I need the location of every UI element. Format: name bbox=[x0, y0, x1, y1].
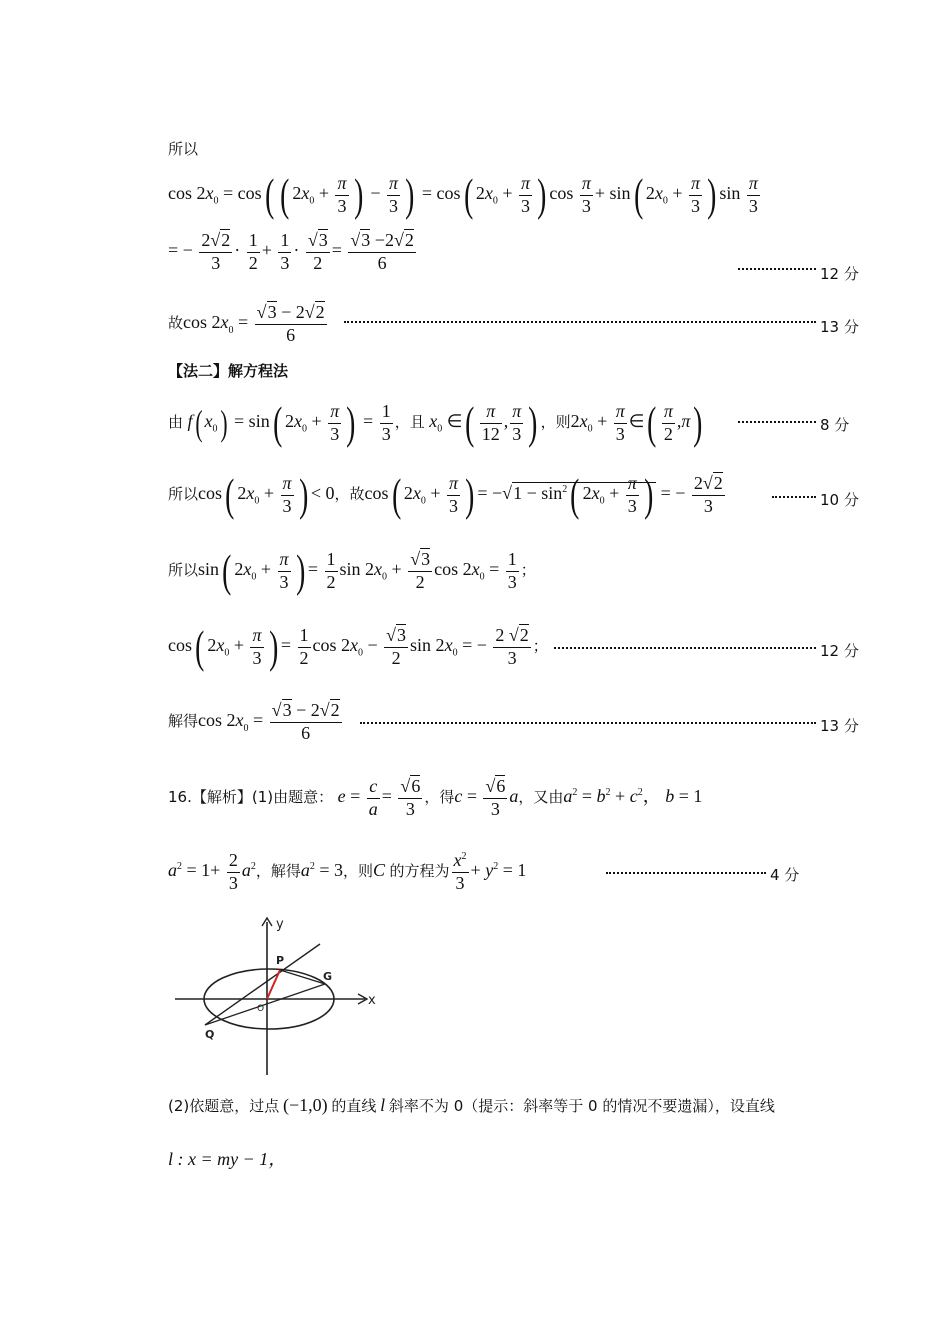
step4-end: ； bbox=[532, 637, 548, 656]
line-pg bbox=[280, 970, 325, 984]
intro-text: 所以 bbox=[168, 140, 199, 158]
part2-line-word: 的直线 bbox=[331, 1097, 377, 1115]
part2-intro: (2)依题意，过点 bbox=[168, 1097, 280, 1115]
score-13: 13 分 bbox=[820, 318, 859, 336]
method-two-step3: 所以sin( $2x_0$ + $\frac{\pi}{3}$ ) = $\frac{1}{2}$ $\sin 2x_0$ + $\frac{√3}{2}$ $\cos 2x_0$ = $\frac{1}{3}$ ； bbox=[168, 545, 536, 596]
score-12: 12 分 bbox=[820, 265, 859, 283]
part2-point: (−1,0) bbox=[283, 1095, 328, 1115]
equation-cos2x0-value: = − $\frac{2√2}{3}$ · $\frac{1}{2}$ + $\frac{1}{3}$ · $\frac{√3}{2}$ = $\frac{√3 -2√2}{6}$ bbox=[168, 230, 414, 273]
method-two-step4: cos( $2x_0$ + $\frac{\pi}{3}$ ) = $\frac{1}{2}$ $\cos 2x_0$ − $\frac{√3}{2}$ $\sin 2x_0$ = − $\frac{2 √2}{3}$ ； bbox=[168, 621, 548, 672]
dot-leader bbox=[738, 268, 816, 270]
part2-slope-note: 斜率不为 0（提示：斜率等于 0 的情况不要遗漏），设直线 bbox=[388, 1097, 775, 1115]
step1-mid: ，且 bbox=[394, 413, 425, 432]
dot-leader bbox=[772, 496, 816, 498]
dot-leader bbox=[738, 421, 816, 423]
point-q-label: Q bbox=[205, 1028, 215, 1041]
method-two-title: 【法二】解方程法 bbox=[168, 362, 289, 380]
method-two-result: 解得$\cos 2x_0$ = $\frac{√3 - 2√2}{6}$ bbox=[168, 700, 340, 743]
question-16-part1-solve: $a^2 = 1+$ $\frac{2}{3}$ $a^2$，解得$a^2 = 3$，则C 的方程为 $\frac{x^2}{3}$ + $y^2 = 1$ bbox=[168, 850, 527, 893]
point-g-label: G bbox=[323, 970, 333, 983]
question-16-part1: 16.【解析】(1)由题意： e = $\frac{c}{a}$ = $\frac{√6}{3}$ ，得c = $\frac{√6}{3}$ a，又由$a^2 = b^2 + c^2$， b = 1 bbox=[168, 776, 703, 819]
conclusion-line: 故$\cos 2x_0$ = $\frac{√3 - 2√2}{6}$ bbox=[168, 302, 325, 345]
part-2-line1: (2)依题意，过点 (−1,0) 的直线 l 斜率不为 0（提示：斜率等于 0 的情况不要遗漏），设直线 bbox=[168, 1095, 775, 1115]
step1-prefix: 由 bbox=[168, 413, 184, 432]
line-qg bbox=[205, 984, 325, 1025]
q16-line2-mid: ，解得 bbox=[255, 862, 301, 881]
result-prefix: 解得 bbox=[168, 712, 199, 731]
score-4: 4 分 bbox=[770, 866, 800, 884]
equation-cos2x0-expansion: $\cos 2x_0 = \cos$( ( $2x_0$ + $\frac{\pi}{3}$ ) − $\frac{\pi}{3}$ ) = cos( $2x_0$ + $\frac{\pi}{3}$ ) cos $\frac{\pi}{3}$ + sin( $2x_0$ + $\frac{\pi}{3}$ ) sin $\frac{\pi}{3}$ bbox=[168, 169, 758, 220]
conclusion-prefix: 故 bbox=[168, 314, 184, 333]
step3-end: ； bbox=[520, 561, 536, 580]
red-segment-op bbox=[267, 970, 280, 999]
q16-mid1: ，得 bbox=[424, 788, 455, 807]
step2-prefix: 所以 bbox=[168, 485, 199, 504]
q16-label: 16.【解析】(1)由题意： bbox=[168, 788, 334, 807]
q16-line2-c: 的方程为 bbox=[389, 862, 450, 881]
method-two-step2: 所以cos( $2x_0$ + $\frac{\pi}{3}$ ) < 0，故cos( $2x_0$ + $\frac{\pi}{3}$ ) = $-√1 - \sin^2$( $2x_0$ + $\frac{\pi}{3}$ ) = − $\frac{2√2}{3}$ bbox=[168, 469, 723, 520]
score-8: 8 分 bbox=[820, 416, 850, 434]
origin-label: O bbox=[257, 1004, 265, 1014]
method-two-step1: 由 f( $x_0) = \sin$( $2x_0$ + $\frac{\pi}{3}$ ) = $\frac{1}{3}$ ，且 $x_0$ ∈( $\frac{\pi}{12}$ , $\frac{\pi}{3}$ ) ，则$2x_0$ + $\frac{\pi}{3}$ ∈( $\frac{\pi}{2}$ ,π) bbox=[168, 397, 703, 448]
part-2-line2: l : x = my − 1， bbox=[168, 1149, 287, 1169]
x-axis-label: x bbox=[368, 993, 376, 1008]
dot-leader bbox=[344, 321, 816, 323]
dot-leader bbox=[554, 647, 816, 649]
dot-leader bbox=[606, 872, 766, 874]
score-13: 13 分 bbox=[820, 717, 859, 735]
y-axis-label: y bbox=[276, 917, 284, 932]
point-p-label: P bbox=[276, 954, 285, 967]
step2-mid: ，故 bbox=[334, 485, 365, 504]
dot-leader bbox=[360, 722, 816, 724]
ellipse-sketch-figure bbox=[170, 910, 385, 1080]
q16-mid2: ，又由 bbox=[518, 788, 564, 807]
step1-then: ，则 bbox=[540, 413, 571, 432]
q16-line2-then: ，则 bbox=[342, 862, 373, 881]
score-12: 12 分 bbox=[820, 642, 859, 660]
score-10: 10 分 bbox=[820, 491, 859, 509]
step3-prefix: 所以 bbox=[168, 561, 199, 580]
